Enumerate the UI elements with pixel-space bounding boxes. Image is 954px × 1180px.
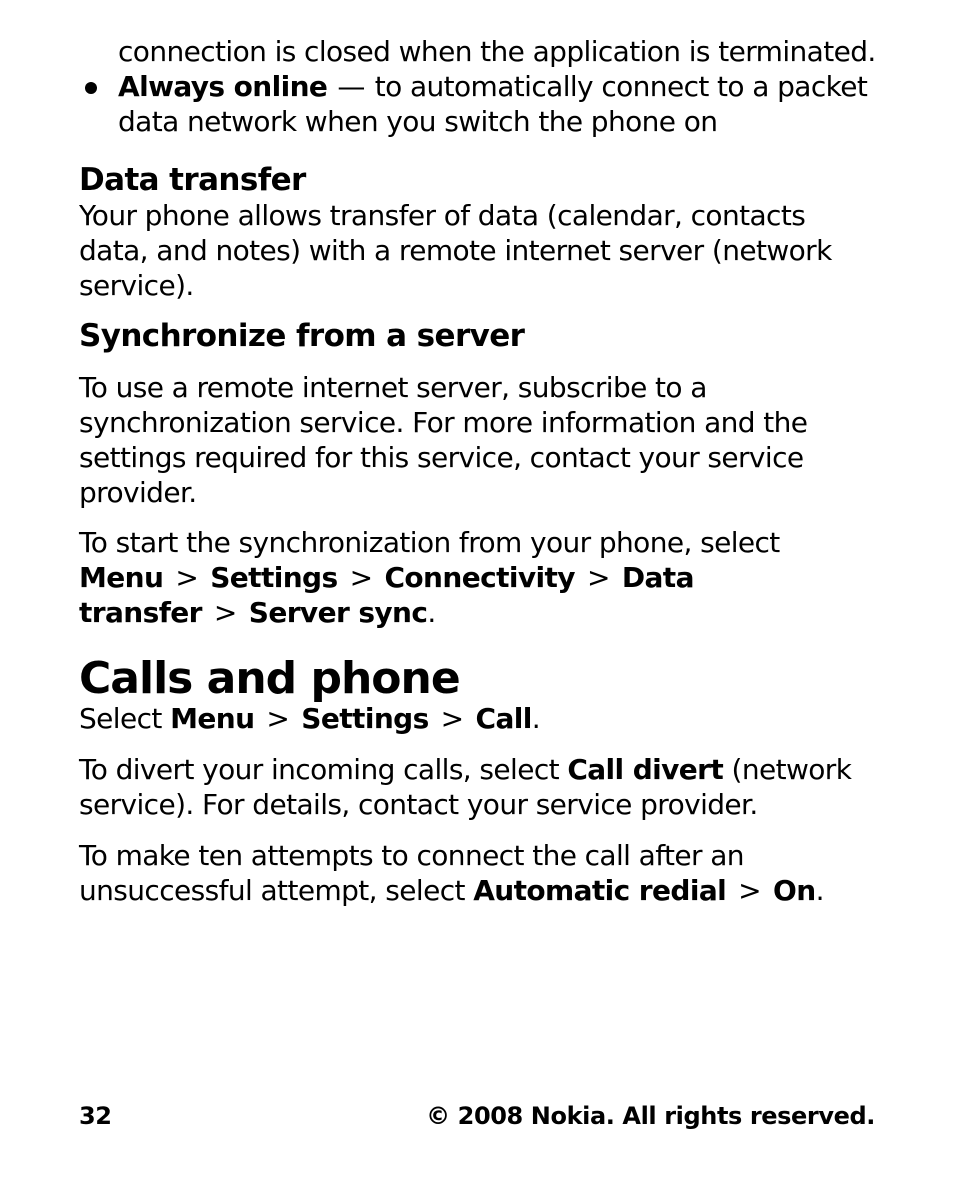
sync-para-2: [79, 525, 879, 630]
path-separator: >: [349, 561, 373, 594]
menu-path-item: Server sync: [248, 596, 428, 629]
bullet-term: Always online: [118, 70, 328, 103]
em-dash: —: [337, 70, 365, 103]
call-divert-term: Call divert: [567, 753, 724, 786]
period: .: [531, 702, 541, 735]
select-lead: Select: [79, 702, 162, 735]
calls-select-line: [79, 701, 879, 736]
period: .: [427, 596, 436, 629]
menu-path-item: Automatic redial: [473, 874, 727, 907]
path-separator: >: [213, 596, 237, 629]
menu-path-item: Settings: [301, 702, 429, 735]
redial-lead: To make ten attempts to connect the call after an unsuccessful attempt, select: [79, 839, 744, 907]
path-separator: >: [440, 702, 464, 735]
heading-synchronize: Synchronize from a server: [79, 318, 525, 354]
continuation-text: connection is closed when the application is terminated.: [118, 35, 876, 68]
menu-path-item: Call: [475, 702, 532, 735]
call-divert-para: [79, 752, 879, 822]
divert-lead: To divert your incoming calls, select: [79, 753, 559, 786]
menu-path-item: Settings: [210, 561, 338, 594]
path-separator: >: [266, 702, 290, 735]
sync-para-1: To use a remote internet server, subscribe to a synchronization service. For more information and the settings required for this service, contact your service provider.: [79, 371, 808, 509]
heading-data-transfer: Data transfer: [79, 162, 306, 198]
path-separator: >: [175, 561, 199, 594]
bullet-text: to automatically connect to a packet data network when you switch the phone on: [118, 70, 868, 138]
period: .: [815, 874, 824, 907]
path-separator: >: [586, 561, 610, 594]
heading-calls-and-phone: Calls and phone: [79, 653, 460, 704]
data-transfer-body: Your phone allows transfer of data (calendar, contacts data, and notes) with a remote internet server (network service).: [79, 199, 832, 302]
page-footer: [79, 1100, 875, 1132]
menu-path-item: Connectivity: [384, 561, 575, 594]
sync-lead: To start the synchronization from your phone, select: [79, 526, 780, 559]
bullet-icon: [85, 82, 97, 94]
path-separator: >: [738, 874, 762, 907]
page-number: 32: [79, 1102, 112, 1130]
menu-path-item: Data transfer: [79, 561, 694, 629]
auto-redial-para: [79, 838, 879, 908]
page-content: [79, 34, 879, 908]
copyright-notice: © 2008 Nokia. All rights reserved.: [426, 1102, 875, 1130]
menu-path-item: On: [773, 874, 816, 907]
divert-tail: (network service). For details, contact your service provider.: [79, 753, 852, 821]
menu-path-item: Menu: [170, 702, 255, 735]
bullet-always-online: [79, 69, 879, 139]
menu-path-item: Menu: [79, 561, 164, 594]
